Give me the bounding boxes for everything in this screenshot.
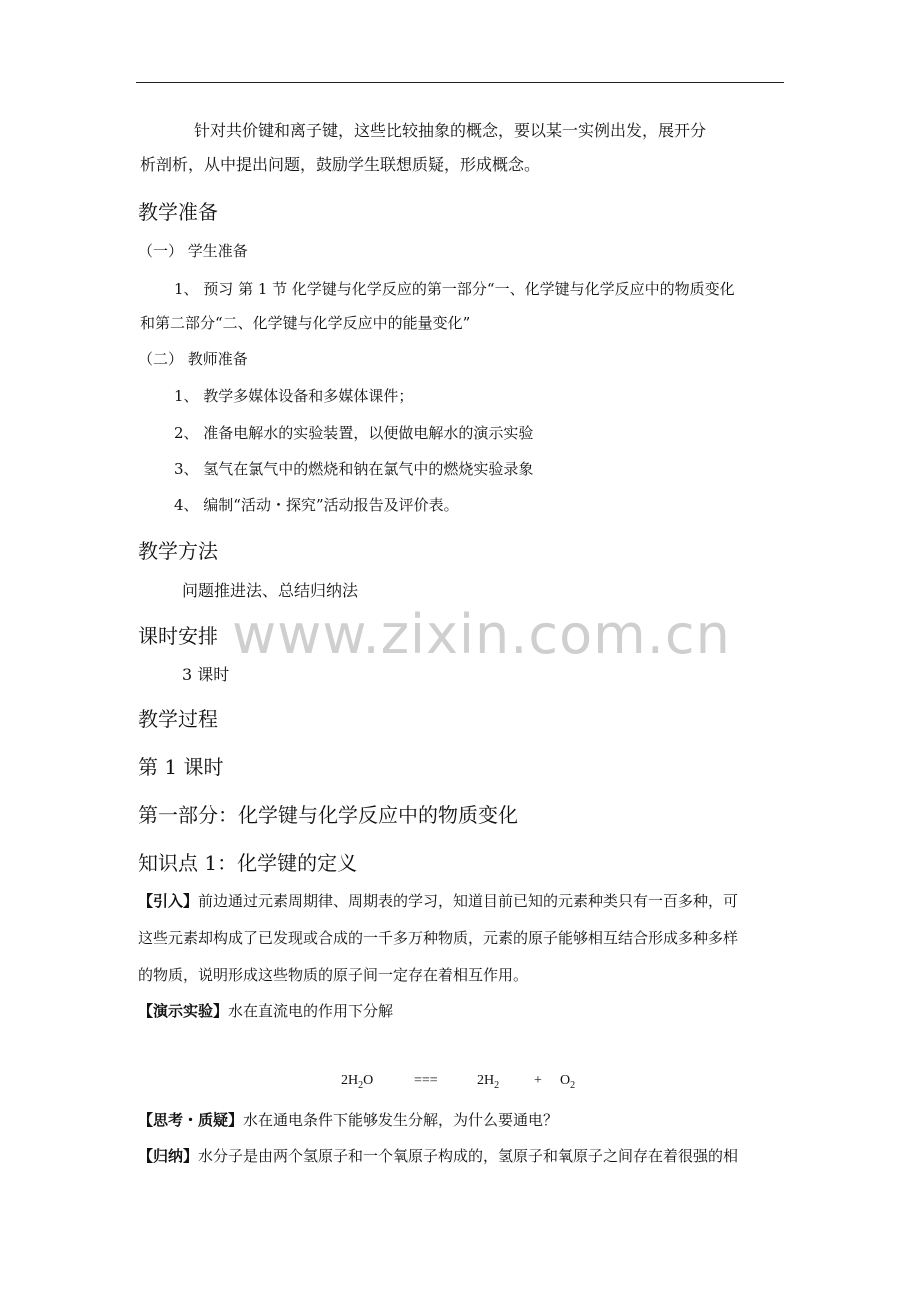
summary-tag: 【归纳】	[138, 1147, 199, 1165]
heading-process: 教学过程	[138, 707, 218, 731]
demo-text: 水在直流电的作用下分解	[228, 1002, 394, 1020]
method-text: 问题推进法、总结归纳法	[182, 581, 359, 600]
eq-plus: +	[534, 1073, 542, 1088]
subheading-teacher-prep: （二） 教师准备	[138, 350, 248, 368]
heading-lesson-1: 第 1 课时	[138, 755, 224, 779]
intro-text: 前边通过元素周期律、周期表的学习，知道目前已知的元素种类只有一百多种，可	[198, 892, 739, 910]
think-text: 水在通电条件下能够发生分解，为什么要通电？	[243, 1111, 559, 1129]
intro-paragraph-line-3: 的物质，说明形成这些物质的原子间一定存在着相互作用。	[138, 966, 529, 984]
teacher-prep-item: 3、 氢气在氯气中的燃烧和钠在氯气中的燃烧实验录象	[174, 460, 534, 478]
heading-part-1: 第一部分：化学键与化学反应中的物质变化	[138, 803, 518, 827]
intro-tag: 【引入】	[138, 892, 199, 910]
think-line	[138, 1109, 558, 1130]
intro-line-1: 针对共价键和离子键，这些比较抽象的概念，要以某一实例出发，展开分	[194, 121, 707, 140]
demo-line	[138, 1000, 393, 1021]
eq-product-oxygen: $O_2$	[560, 1073, 576, 1091]
student-prep-item-1-line-1: 1、 预习 第 1 节 化学键与化学反应的第一部分“一、化学键与化学反应中的物质变化	[174, 280, 735, 298]
student-prep-item-1-line-2: 和第二部分“二、化学键与化学反应中的能量变化”	[140, 314, 471, 332]
intro-paragraph-line-2: 这些元素却构成了已发现或合成的一千多万种物质，元素的原子能够相互结合形成多种多样	[138, 929, 739, 947]
heading-schedule: 课时安排	[138, 624, 218, 648]
eq-arrow: ===	[414, 1073, 438, 1088]
summary-line	[138, 1145, 738, 1166]
summary-text: 水分子是由两个氢原子和一个氧原子构成的，氢原子和氧原子之间存在着很强的相	[198, 1147, 739, 1165]
watermark: www.zixin.com.cn	[232, 603, 731, 666]
heading-prep: 教学准备	[138, 200, 218, 224]
eq-reactant: $2H_2O$	[341, 1073, 374, 1091]
intro-line-2: 析剖析，从中提出问题，鼓励学生联想质疑，形成概念。	[140, 155, 541, 174]
demo-tag: 【演示实验】	[138, 1002, 229, 1020]
heading-knowledge-point-1: 知识点 1：化学键的定义	[138, 851, 358, 875]
subheading-student-prep: （一） 学生准备	[138, 242, 248, 260]
schedule-text: 3 课时	[182, 665, 230, 684]
think-tag: 【思考・质疑】	[138, 1111, 244, 1129]
eq-product-hydrogen: $2H_2$	[477, 1073, 500, 1091]
header-rule	[136, 82, 784, 83]
teacher-prep-item: 1、 教学多媒体设备和多媒体课件；	[174, 387, 414, 405]
intro-paragraph-line-1	[138, 890, 738, 911]
teacher-prep-item: 2、 准备电解水的实验装置，以便做电解水的演示实验	[174, 424, 534, 442]
heading-method: 教学方法	[138, 539, 218, 563]
teacher-prep-item: 4、 编制“活动・探究”活动报告及评价表。	[174, 496, 459, 514]
